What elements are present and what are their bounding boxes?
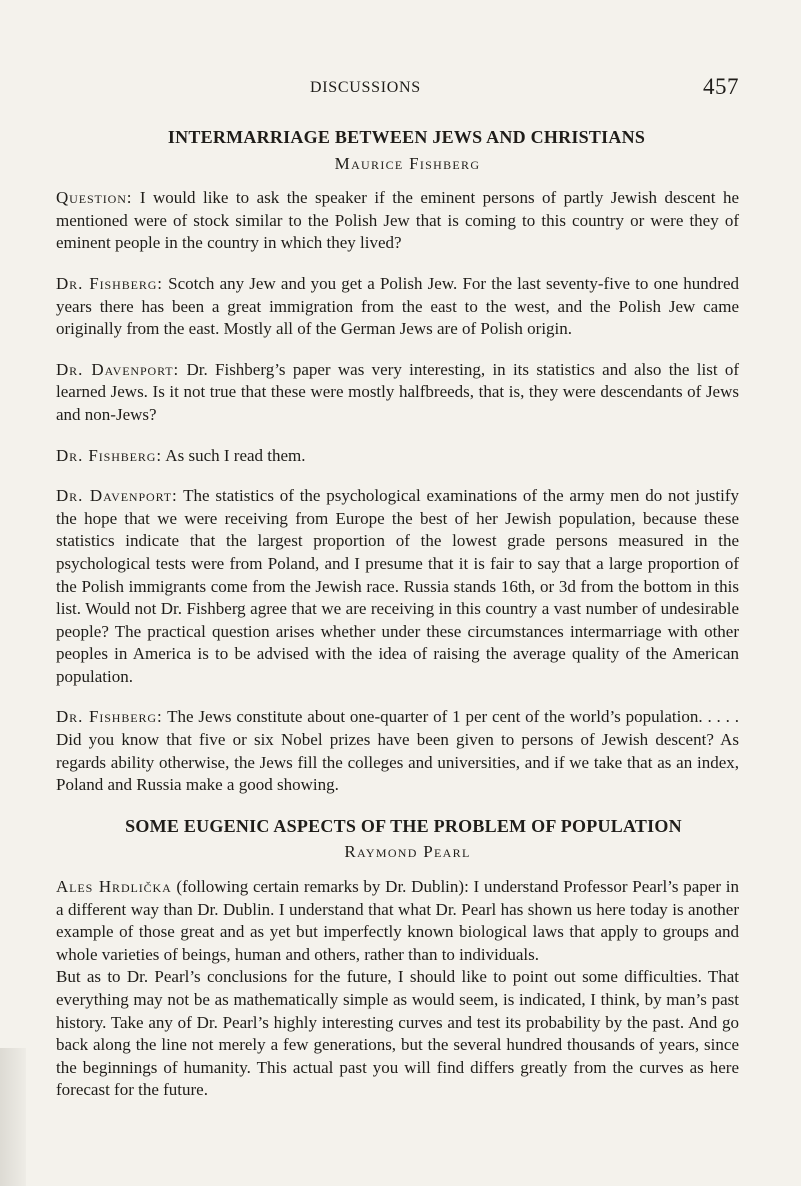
section-population bbox=[56, 815, 739, 1102]
running-head bbox=[0, 73, 801, 101]
discussion-paragraph bbox=[56, 876, 739, 966]
section-author: Maurice Fishberg bbox=[334, 153, 481, 173]
paragraph-text: The statistics of the psychological examinations of the army men do not justify the hope that we were receiving from Europe the best of her Jewish population, because these statistics indicate that the largest proportion of the lowest grade persons measured in the psychological tests were from Poland, and I presume that it is fair to say that a large proportion of the Polish immigrants come from the Jewish race. Russia stands 16th, or 3d from the bottom in this list. Would not Dr. Fishberg agree that we are receiving in this country a vast number of undesirable people? The practical question arises whether under these circumstances intermarriage with other peoples in America is to be advised with the idea of raising the average quality of the American population. bbox=[56, 486, 739, 686]
discussion-paragraph bbox=[56, 706, 739, 796]
section-title: SOME EUGENIC ASPECTS OF THE PROBLEM OF POPULATION bbox=[125, 815, 682, 836]
discussion-paragraph bbox=[56, 445, 739, 468]
discussion-paragraph bbox=[56, 273, 739, 341]
paragraph-text: The Jews constitute about one-quarter of 1 per cent of the world’s population. . . . . Did you know that five or six Nobel prizes have been given to persons of Jewish descent? As regards ability otherwise, the Jews fill the colleges and universities, and if we take that as an index, Poland and Russia make a good showing. bbox=[56, 707, 740, 795]
paragraph-text: (following certain remarks by Dr. Dublin): I understand Professor Pearl’s paper in a different way than Dr. Dublin. I understand that what Dr. Pearl has shown us here today is another example of those great and as yet but imperfectly known biological laws that apply to groups and whole varieties of beings, human and others, rather than to individuals. bbox=[56, 877, 739, 964]
discussion-paragraph bbox=[56, 359, 739, 427]
speaker-label: Dr. Fishberg: bbox=[56, 273, 163, 293]
page-number: 457 bbox=[703, 74, 739, 99]
discussion-paragraph bbox=[56, 187, 739, 255]
discussion-paragraph bbox=[56, 966, 739, 1102]
section-title: INTERMARRIAGE BETWEEN JEWS AND CHRISTIANS bbox=[167, 127, 646, 147]
discussion-paragraph bbox=[56, 485, 739, 688]
speaker-label: Dr. Fishberg: bbox=[56, 707, 163, 727]
speaker-label: Ales Hrdlička bbox=[56, 877, 172, 897]
scan-edge-shadow bbox=[0, 1048, 26, 1186]
paragraph-text: I would like to ask the speaker if the eminent persons of partly Jewish descent he mentioned were of stock similar to the Polish Jew that is coming to this country or were they of eminent people in the country in which they lived? bbox=[56, 188, 739, 253]
page-content bbox=[56, 126, 739, 1120]
paragraph-text: As such I read them. bbox=[162, 445, 306, 465]
running-title: DISCUSSIONS bbox=[310, 79, 421, 96]
paragraph-text: Dr. Fishberg’s paper was very interesting, in its statistics and also the list of learned Jews. Is it not true that these were mostly halfbreeds, that is, they were descendants of Jews and non-Jews? bbox=[56, 359, 739, 424]
section-author: Raymond Pearl bbox=[344, 842, 471, 862]
section-intermarriage bbox=[56, 126, 739, 797]
speaker-label: Dr. Davenport: bbox=[56, 486, 178, 506]
paragraph-text: Scotch any Jew and you get a Polish Jew. For the last seventy-five to one hundred years there has been a great immigration from the east to the west, and the Polish Jew came originally from the east. Mostly all of the German Jews are of Polish origin. bbox=[56, 273, 740, 339]
speaker-label: Question: bbox=[56, 188, 133, 208]
speaker-label: Dr. Davenport: bbox=[56, 359, 180, 379]
paragraph-text: But as to Dr. Pearl’s conclusions for the future, I should like to point out some difficulties. That everything may not be as mathematically simple as would seem, is indicated, I think, by man’s past history. Take any of Dr. Pearl’s highly interesting curves and test its probability by the past. And go back along the line not merely a few generations, but the several hundred thousands of years, since the beginnings of humanity. This actual past you will find differs greatly from the curves as here forecast for the future. bbox=[56, 967, 739, 1100]
speaker-label: Dr. Fishberg: bbox=[56, 445, 162, 465]
